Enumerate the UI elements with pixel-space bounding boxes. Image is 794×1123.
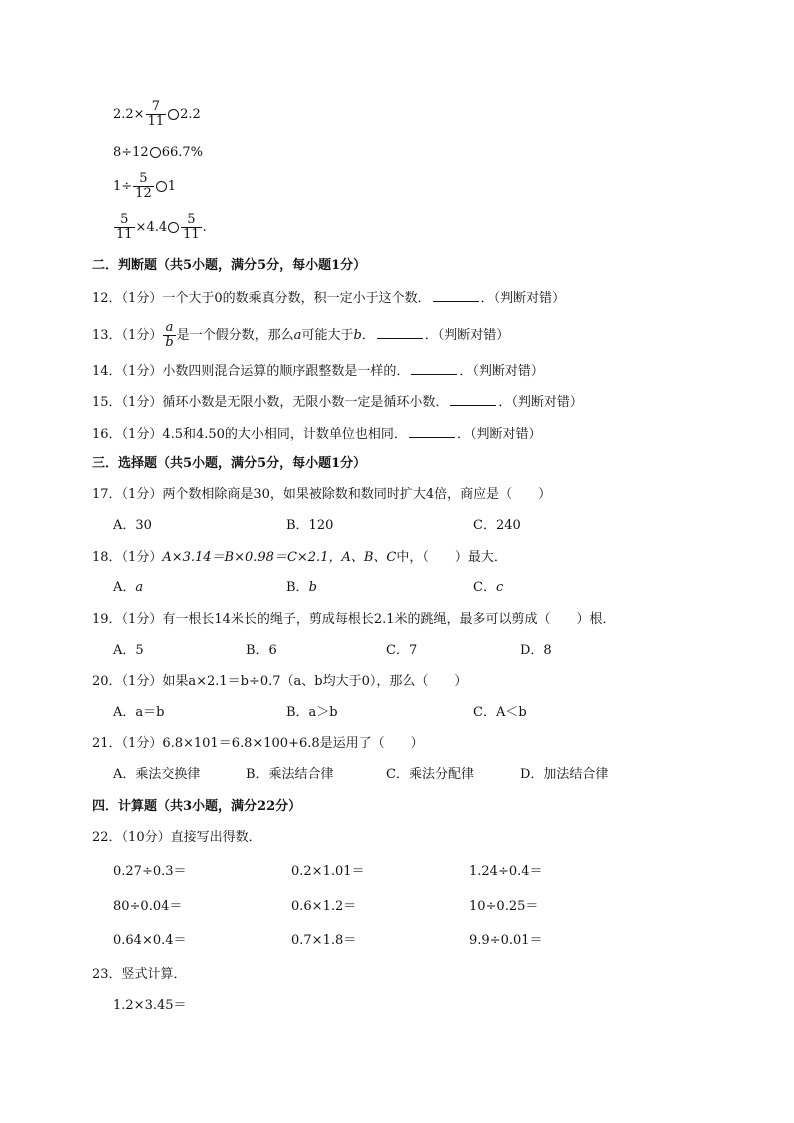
question-text: 中，（ ）最大． xyxy=(396,550,507,565)
question-suffix: ．（判断对错） xyxy=(498,395,583,410)
answer-blank[interactable] xyxy=(409,425,455,438)
fraction xyxy=(163,321,175,350)
compare-item-2 xyxy=(113,145,203,161)
option-d[interactable]: D．加法结合律 xyxy=(520,767,609,782)
question-text: 是一个假分数，那么 xyxy=(176,328,294,343)
compare-4-end: . xyxy=(202,220,207,235)
fraction-numerator: a xyxy=(165,320,174,335)
option-a[interactable]: A．乘法交换律 xyxy=(113,767,201,782)
answer-blank[interactable] xyxy=(377,326,423,339)
option-value: c xyxy=(495,580,504,595)
compare-2-left: 8÷12 xyxy=(113,145,149,160)
option-a[interactable]: A．30 xyxy=(113,518,152,533)
compare-1-right: 2.2 xyxy=(180,107,201,122)
fraction xyxy=(114,213,135,242)
option-label: B． xyxy=(286,580,309,595)
question-12 xyxy=(92,289,565,307)
calc-item: 0.64×0.4＝ xyxy=(113,933,187,948)
compare-item-3 xyxy=(113,172,176,201)
question-15 xyxy=(92,393,583,411)
question-suffix: ．（判断对错） xyxy=(424,328,510,343)
compare-4-mid: ×4.4 xyxy=(135,220,168,235)
answer-blank[interactable] xyxy=(411,362,457,375)
question-14 xyxy=(92,362,544,380)
fraction-denominator: 11 xyxy=(183,227,200,242)
question-text: 可能大于 xyxy=(301,328,354,343)
fraction-numerator: 5 xyxy=(120,212,129,227)
fraction-denominator: 11 xyxy=(116,227,133,242)
question-suffix: ．（判断对错） xyxy=(459,364,544,379)
compare-3-left: 1÷ xyxy=(113,179,133,194)
question-suffix: ．（判断对错） xyxy=(480,291,566,306)
variable-b: b xyxy=(353,328,362,343)
question-18 xyxy=(92,550,507,566)
option-c[interactable]: C．240 xyxy=(473,518,521,533)
question-text: ． xyxy=(361,328,375,343)
question-text: 14．（1分）小数四则混合运算的顺序跟整数是一样的． xyxy=(92,364,410,379)
compare-circle-icon xyxy=(150,147,161,158)
option-a[interactable]: A．5 xyxy=(113,643,144,658)
option-b[interactable]: B．乘法结合律 xyxy=(246,767,334,782)
question-text: 15．（1分）循环小数是无限小数，无限小数一定是循环小数． xyxy=(92,395,449,410)
compare-item-4 xyxy=(113,213,207,242)
section-heading-judge: 二．判断题（共5小题，满分5分，每小题1分） xyxy=(92,258,367,273)
answer-blank[interactable] xyxy=(450,393,496,406)
question-text: 12．（1分）一个大于0的数乘真分数，积一定小于这个数． xyxy=(92,291,431,306)
calc-item: 0.2×1.01＝ xyxy=(291,864,365,879)
question-math: A×3.14＝B×0.98＝C×2.1，A、B、C xyxy=(162,550,397,565)
option-value: a xyxy=(135,580,144,595)
option-a[interactable]: A．a＝b xyxy=(113,705,165,720)
question-20: 20．（1分）如果a×2.1＝b÷0.7（a、b均大于0），那么（ ） xyxy=(92,674,468,689)
question-suffix: ．（判断对错） xyxy=(456,427,542,442)
question-17: 17．（1分）两个数相除商是30，如果被除数和数同时扩大4倍，商应是（ ） xyxy=(92,487,552,502)
question-number: 18．（1分） xyxy=(92,550,163,565)
question-13 xyxy=(92,321,509,350)
question-text: 16．（1分）4.5和4.50的大小相同，计数单位也相同． xyxy=(92,427,407,442)
option-b[interactable]: B．a＞b xyxy=(286,705,338,720)
fraction xyxy=(146,100,167,129)
compare-1-left: 2.2× xyxy=(113,107,145,122)
question-22: 22．（10分）直接写出得数． xyxy=(92,830,262,845)
question-23: 23．竖式计算． xyxy=(92,967,187,982)
fraction-numerator: 7 xyxy=(151,99,160,114)
question-number: 13．（1分） xyxy=(92,328,163,343)
calc-item: 80÷0.04＝ xyxy=(113,899,183,914)
section-heading-choice: 三．选择题（共5小题，满分5分，每小题1分） xyxy=(92,456,367,471)
option-c[interactable]: C．A＜b xyxy=(473,705,527,720)
question-16 xyxy=(92,425,541,443)
fraction xyxy=(181,213,202,242)
section-heading-calc: 四．计算题（共3小题，满分22分） xyxy=(92,799,302,814)
answer-blank[interactable] xyxy=(433,289,479,302)
fraction-denominator: 11 xyxy=(147,114,165,129)
fraction-denominator: 12 xyxy=(135,186,152,201)
fraction-numerator: 5 xyxy=(187,212,196,227)
option-label: A． xyxy=(113,580,136,595)
calc-item: 1.2×3.45＝ xyxy=(113,998,187,1013)
compare-circle-icon xyxy=(168,222,179,233)
option-b[interactable]: B．6 xyxy=(246,643,277,658)
option-b[interactable] xyxy=(286,580,317,596)
option-a[interactable] xyxy=(113,580,143,596)
option-label: C． xyxy=(473,580,496,595)
compare-3-right: 1 xyxy=(167,179,176,194)
question-21: 21．（1分）6.8×101＝6.8×100+6.8是运用了（ ） xyxy=(92,736,424,751)
compare-2-right: 66.7% xyxy=(161,145,204,160)
option-c[interactable]: C．7 xyxy=(386,643,418,658)
compare-item-1 xyxy=(113,100,201,129)
option-d[interactable]: D．8 xyxy=(520,643,552,658)
calc-item: 10÷0.25＝ xyxy=(469,899,539,914)
variable-a: a xyxy=(293,328,302,343)
fraction-numerator: 5 xyxy=(139,171,148,186)
calc-item: 0.27÷0.3＝ xyxy=(113,864,187,879)
compare-circle-icon xyxy=(156,181,167,192)
option-value: b xyxy=(308,580,317,595)
question-19: 19．（1分）有一根长14米长的绳子，剪成每根长2.1米的跳绳，最多可以剪成（ ）根． xyxy=(92,612,616,627)
calc-item: 0.6×1.2＝ xyxy=(291,899,357,914)
calc-item: 9.9÷0.01＝ xyxy=(469,933,543,948)
compare-circle-icon xyxy=(168,109,179,120)
calc-item: 0.7×1.8＝ xyxy=(291,933,357,948)
fraction-denominator: b xyxy=(165,335,174,350)
fraction xyxy=(133,172,154,201)
calc-item: 1.24÷0.4＝ xyxy=(469,864,543,879)
option-c[interactable]: C．乘法分配律 xyxy=(386,767,474,782)
option-b[interactable]: B．120 xyxy=(286,518,334,533)
option-c[interactable] xyxy=(473,580,503,596)
